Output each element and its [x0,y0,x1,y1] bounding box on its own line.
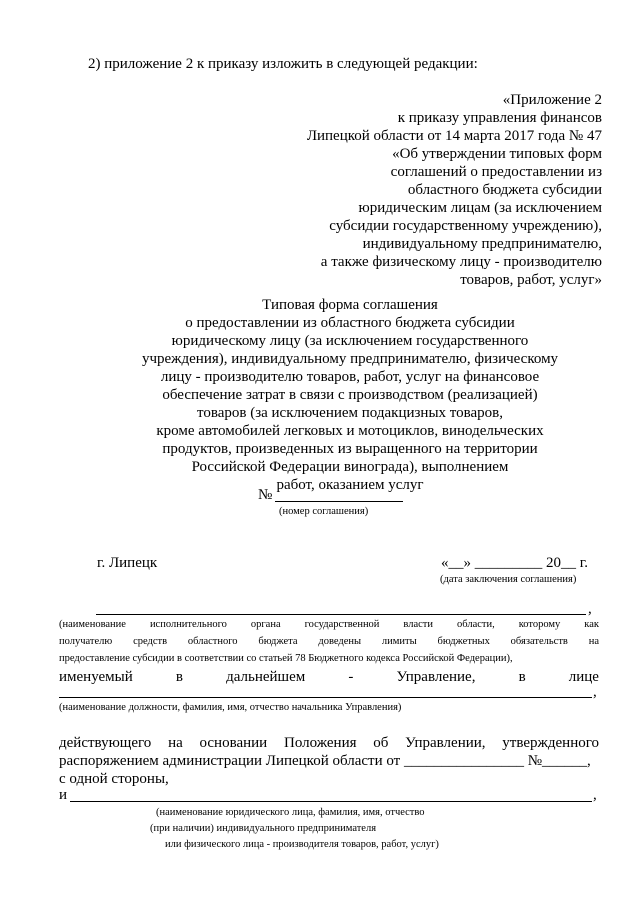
appendix-header-line: юридическим лицам (за исключением [358,200,602,216]
executive-body-caption-line: предоставление субсидии в соответствии со статьей 78 Бюджетного кодекса Российской Федерации), [59,653,513,664]
named-word: именуемый [59,669,133,685]
item-2-text: 2) приложение 2 к приказу изложить в следующей редакции: [88,56,478,72]
form-title-line: учреждения), индивидуальному предпринимателю, физическому [141,351,559,367]
party2-comma: , [593,787,597,803]
appendix-header-line: субсидии государственному учреждению), [329,218,602,234]
acting-line-2: распоряжением администрации Липецкой области от ________________ №______, [59,753,591,769]
form-title-line: работ, оказанием услуг [276,477,424,493]
appendix-header-line: «Об утверждении типовых форм [392,146,602,162]
appendix-header-line: соглашений о предоставлении из [390,164,602,180]
form-title-line: юридическому лицу (за исключением государственного [171,333,529,349]
party2-caption-line: или физического лица - производителя товаров, работ, услуг) [165,839,439,850]
appendix-header [182,91,602,289]
executive-body-caption-line: (наименование исполнительного органа государственной власти области, которому как [59,619,599,630]
party2-caption-line: (наименование юридического лица, фамилия, имя, отчество [156,807,425,818]
executive-body-comma: , [588,601,592,617]
form-title-line: товаров (за исключением подакцизных товаров, [196,405,504,421]
executive-body-caption-line: получателю средств областного бюджета доведены лимиты бюджетных обязательств на [59,636,599,647]
head-of-department-field[interactable] [59,697,592,698]
named-word: дальнейшем [226,669,306,685]
appendix-header-line: Липецкой области от 14 марта 2017 года № 47 [306,128,602,144]
named-word: лице [568,669,599,685]
acting-line-3: с одной стороны, [59,771,169,787]
named-word: в [175,669,183,685]
named-word: Управление, [396,669,476,685]
appendix-header-line: «Приложение 2 [502,92,602,108]
date-caption: (дата заключения соглашения) [440,574,577,585]
agreement-number-sign: № [258,487,273,503]
form-title-line: кроме автомобилей легковых и мотоциклов, винодельческих [156,423,544,439]
form-title-line: обеспечение затрат в связи с производством (реализацией) [162,387,538,403]
party2-prefix: и [59,787,68,803]
appendix-header-line: товаров, работ, услуг» [460,272,602,288]
executive-body-field[interactable] [96,614,586,615]
form-title-line: о предоставлении из областного бюджета субсидии [185,315,515,331]
agreement-number-field[interactable] [275,501,403,502]
form-title-line: Типовая форма соглашения [262,297,438,313]
head-of-department-caption: (наименование должности, фамилия, имя, отчество начальника Управления) [59,702,402,713]
party2-caption-line: (при наличии) индивидуального предпринимателя [150,823,377,834]
head-of-department-comma: , [593,684,597,700]
appendix-header-line: а также физическому лицу - производителю [320,254,602,270]
party2-name-field[interactable] [70,801,592,802]
executive-body-caption [59,618,599,665]
named-line [59,668,599,686]
form-title-line: Российской Федерации винограда), выполнением [191,459,509,475]
form-title-line: продуктов, произведенных из выращенного на территории [162,441,538,457]
form-title-line: лицу - производителю товаров, работ, услуг на финансовое [160,369,540,385]
city: г. Липецк [97,555,158,571]
party2-caption [150,806,439,851]
appendix-header-line: индивидуальному предпринимателю, [362,236,602,252]
appendix-header-line: областного бюджета субсидии [407,182,602,198]
agreement-number-caption: (номер соглашения) [279,506,369,517]
named-word: - [348,669,354,685]
acting-line-1: действующего на основании Положения об Управлении, утвержденного [59,735,599,751]
date-field[interactable]: «__» _________ 20__ г. [441,555,588,571]
appendix-header-line: к приказу управления финансов [397,110,602,126]
named-word: в [518,669,526,685]
form-title [70,296,630,494]
